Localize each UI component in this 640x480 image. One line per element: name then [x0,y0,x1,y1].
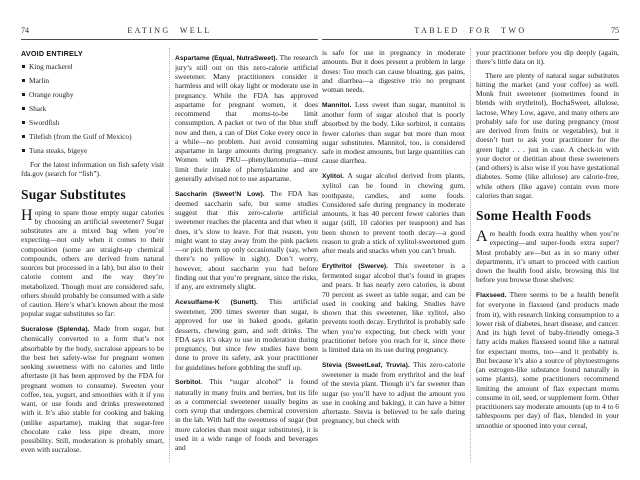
section-heading: Sugar Substitutes [21,186,126,202]
entry-term: Mannitol. [322,101,352,109]
glossary-entry: Acesulfame-K (Sunett). This artificial sweetener, 200 times sweeter than sugar, is approved for use in baked goods, gelatin desserts, chewing gum, and soft drinks. The FDA says it’s okay to use in moderation during pregnancy, but since few studies have been done to prove its safety, ask your practitioner for guidelines before gobbling the stuff up. [175,296,318,372]
running-head: TABLED FOR TWO [414,26,527,35]
column-divider [470,48,471,462]
page-right [322,26,619,462]
entry-term: Aspartame (Equal, NutraSweet). [175,54,278,62]
square-bullet-icon [22,65,25,68]
body-paragraph: There are plenty of natural sugar substitutes hitting the market (and your coffee) as well. Monk fruit sweetener (sometimes found in blends with erythritol), BochaSweet, allulose, lactose, Whey Low, agave, and many others are probably safe for use during pregnancy (most are derived from fruits or vegetables), but it doesn’t hurt to ask your practitioner for the green light . . . just in case. A check-in with your doctor or dietitian about these sweeteners (and others) is also wise if you have gestational diabetes. Some (like allulose) are calorie-free, while others (like agave) contain even more calories than sugar. [476,70,619,200]
text-column-2 [476,47,619,462]
list-item-label: Shark [29,104,47,113]
entry-term: Sucralose (Splenda). [21,326,90,333]
body-paragraph: is safe for use in pregnancy in moderate amounts. But it does present a problem in large doses: Too much can cause bloating, gas pains, and diarrhea—a digestive trio no pregnant woman needs. [322,48,465,94]
list-item-label: Marlin [29,76,50,85]
square-bullet-icon [22,135,25,138]
list-item [22,146,164,155]
glossary-entry: Flaxseed. There seems to be a health benefit for everyone in flaxseed (and products made from it), with research linking consumption to a lower risk of diabetes, heart disease, and cancer. And its high level of baby-friendly omega-3 fatty acids makes flaxseed sound like a natural for expectant moms, too—and it probably is. But because it’s also a source of phytoestrogens (an estrogen-like substance found naturally in some plants), some practitioners recommend limiting the amount of flax expectant moms consume in oil, seed, or supplement form. Other practitioners say moderate amounts (up to 4 to 6 tablespoons per day) of flax, blended in your smoothie or spooned into your cereal, [476,290,619,430]
body-paragraph: your practitioner before you dip deeply (again, there’s little data on it). [476,48,619,67]
square-bullet-icon [22,79,25,82]
drop-cap: H [21,206,33,224]
square-bullet-icon [22,93,25,96]
column-divider [169,48,170,462]
entry-term: Saccharin (Sweet’N Low). [175,190,265,198]
glossary-entry: Aspartame (Equal, NutraSweet). The research jury’s still out on this zero-calorie artificial sweetener. Many practitioners consider it harmless and will okay light or moderate use in pregnancy. While the FDA has approved aspartame for pregnant women, it does recommend that moms-to-be limit consumption. A packet or two of the blue stuff now and then, a can of Diet Coke every once in a while—no problem. Just avoid consuming aspartame in large amounts during pregnancy. Women with PKU—phenylketonuria—must limit their intake of phenylalanine and are generally advised not to use aspartame. [175,52,318,183]
glossary-entry: Mannitol. Less sweet than sugar, mannitol is another form of sugar alcohol that is poorly absorbed by the body. Like sorbitol, it contains fewer calories than sugar but more than most sugar substitutes. Mannitol, too, is considered safe in modest amounts, but large quantities can cause diarrhea. [322,99,465,166]
list-item [22,76,164,85]
list-item [22,104,164,113]
page-columns [21,47,318,462]
list-item [22,118,164,127]
text-column-1 [21,47,164,462]
box-list-title: AVOID ENTIRELY [21,49,83,58]
list-item [22,90,164,99]
page-left [21,26,318,462]
page-number: 75 [611,26,619,35]
square-bullet-icon [22,121,25,124]
square-bullet-icon [22,149,25,152]
entry-term: Sorbitol. [175,379,203,387]
glossary-entry: Erythritol (Swerve). This sweetener is a fermented sugar alcohol that’s found in grapes and pears. It has nearly zero calories, is about 70 percent as sweet as table sugar, and can be used in cooking and baking. Studies have shown that this sweetener, like xylitol, also prevents tooth decay. Erythritol is probably safe when you’re expecting, but check with your practitioner before you reach for it, since there is limited data on its use during pregnancy. [322,260,465,354]
list-item-label: Tilefish (from the Gulf of Mexico) [29,132,132,141]
running-head: EATING WELL [127,26,212,35]
glossary-entry: Sorbitol. This “sugar alcohol” is found naturally in many fruits and berries, but its life as a commercial sweetener usually begins as corn syrup that undergoes chemical conversion in the lab. With half the sweetness of sugar (but more calories than most sugar substitutes), it is used in a wide range of foods and beverages and [175,377,318,452]
square-bullet-icon [22,107,25,110]
page-header [21,26,318,40]
list-item [22,132,164,141]
list-item-label: King mackerel [29,62,73,71]
lead-paragraph: Are health foods extra healthy when you’re expecting—and super-foods extra super? Most probably are—but as in so many other departments, it’s smart to proceed with caution down the health food aisle, browsing this list before you browse those shelves: [476,228,619,285]
lead-paragraph: Hoping to spare those empty sugar calories by choosing an artificial sweetener? Sugar substitutes are a mixed bag when you’re expecting—not only when it comes to their composition (some are straight-up chemical compounds, others are derived from natural sources but processed in a lab), but also to their calorie content and the way they’re metabolized. Though most are considered safe, others should probably be consumed with a side of caution. Here’s what’s known about the most popular sugar substitutes so far: [21,206,164,319]
entry-term: Stevia (SweetLeaf, Truvia). [322,361,410,369]
glossary-entry: Stevia (SweetLeaf, Truvia). This zero-calorie sweetener is made from erythritol and the leaf of the stevia plant. Though it’s far sweeter than sugar (so you’ll have to adjust the amount you use in cooking and baking), it can have a bitter aftertaste. Stevia is believed to be safe during pregnancy, but check with [322,359,465,426]
list-item-label: Swordfish [29,118,60,127]
glossary-entry: Xylitol. A sugar alcohol derived from plants, xylitol can be found in chewing gum, toothpaste, candies, and some foods. Considered safe during pregnancy in moderate amounts, it has 40 percent fewer calories than sugar (still, 10 calories per teaspoon) and has been shown to prevent tooth decay—a good reason to grab a stick of xylitol-sweetened gum after meals and snacks when you can’t brush. [322,171,465,255]
entry-term: Flaxseed. [476,292,507,299]
list-item-label: Orange roughy [29,90,74,99]
entry-term: Acesulfame-K (Sunett). [175,298,258,306]
section-heading: Some Health Foods [476,208,592,223]
entry-term: Erythritol (Swerve). [322,262,389,270]
text-column-2 [175,47,318,462]
list-item [22,62,164,71]
glossary-entry: Saccharin (Sweet’N Low). The FDA has deemed saccharin safe, but some studies suggest that this zero-calorie artificial sweetener reaches the placenta and that when it does, it’s slow to leave. For that reason, you might want to stay away from the pink packets—or pick them up only occasionally (say, when there’s no yellow in sight). Don’t worry, however, about saccharin you had before finding out that you’re pregnant, since the risks, if any, are extremely slight. [175,188,318,291]
text-column-1 [322,47,465,462]
avoid-list [22,62,164,155]
entry-term: Xylitol. [322,173,344,180]
page-number: 74 [21,26,29,35]
page-header [322,26,619,40]
page-columns [322,47,619,462]
list-item-label: Tuna steaks, bigeye [29,146,88,155]
body-paragraph: For the latest information on fish safety visit fda.gov (search for “fish”). [21,160,164,179]
glossary-entry: Sucralose (Splenda). Made from sugar, but chemically converted to a form that’s not absorbable by the body, sucralose appears to be the best bet safety-wise for pregnant women seeking sweetness with no calories and little aftertaste (it has been approved by the FDA for pregnant women to consume). Sweeten your coffee, tea, yogurt, and smoothies with it if you want, or use foods and drinks presweetened with it. It’s also stable for cooking and baking (unlike aspartame), making that sugar-free chocolate cake less pipe dream, more possibility. Still, moderation is probably smart, even with sucralose. [21,324,164,455]
drop-cap: A [476,228,488,245]
